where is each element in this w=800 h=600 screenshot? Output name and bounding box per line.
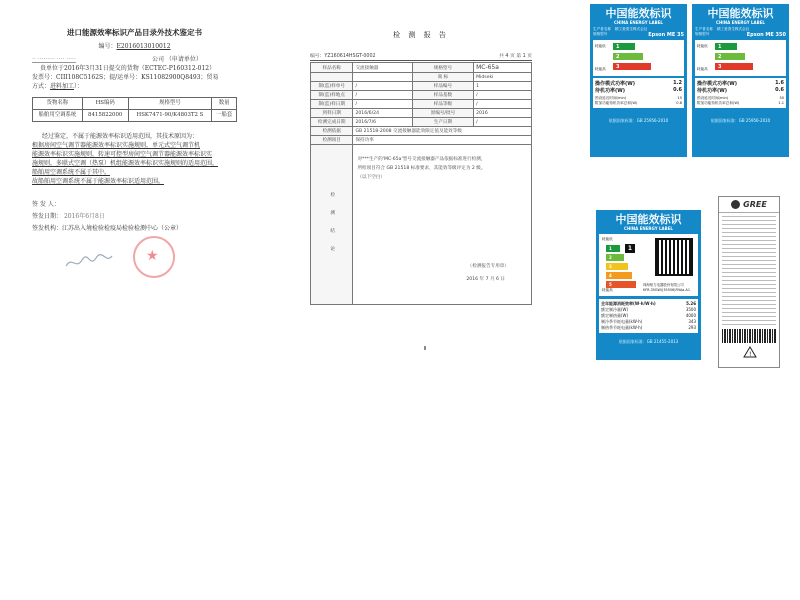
spec-value: 4000	[685, 313, 696, 318]
body-line: 经过鉴定，不属于能源效率标识适用范围，其技术原因为：	[42, 133, 199, 140]
report-number: 编号：YZ160614HSGT-0002	[310, 54, 376, 59]
qr-code-icon	[657, 240, 691, 274]
spec-value: 0.6	[676, 101, 682, 105]
goods-table-header	[33, 98, 237, 110]
grade-bar-3: 3	[606, 263, 628, 270]
issuer-label: 签发机构：	[32, 225, 63, 232]
spec-value: 1.2	[673, 80, 682, 86]
cell	[353, 73, 412, 82]
issue-date-line	[32, 212, 237, 221]
spec-panel	[599, 299, 698, 333]
table-row	[311, 118, 532, 127]
cell: /	[353, 100, 412, 109]
table-row	[311, 127, 532, 136]
body-line: 施规则，多联式空调（热泵）机组能源效率标识实施规则的适用范围，	[32, 160, 219, 167]
conclusion-text-2: 所检项目符合 GB 21518 标准要求，其能效等级评定为 2 级。	[357, 166, 486, 171]
item-label: 检测项目	[311, 136, 353, 145]
date-value: 2016年6月8日	[63, 213, 105, 220]
cell: 规格型号	[412, 63, 473, 73]
grade-panel	[593, 40, 684, 76]
cell: /	[474, 118, 532, 127]
appraisal-number	[32, 42, 237, 51]
cell: 制(监)样单号	[311, 82, 353, 91]
gree-logo-icon	[731, 200, 740, 209]
grade-bar-1: 1	[715, 43, 737, 50]
body-line: 故船舶用空调系统不属于能源效率标识适用范围。	[32, 178, 165, 185]
table-row	[311, 91, 532, 100]
date-label: 签发日期：	[32, 213, 63, 220]
table-row	[311, 145, 532, 305]
cell: 检测完成日期	[311, 118, 353, 127]
signer-line	[32, 200, 237, 209]
table-row	[33, 110, 237, 122]
maker-value: 珠海格力电器股份有限公司	[643, 283, 684, 287]
report-page: 共 4 页 第 1 页	[499, 54, 532, 59]
label-footer: 依据国家标准：GB 25956-2010	[608, 118, 669, 123]
basis-value: GB 21518-2008 交流接触器能效限定值及能效等级	[353, 127, 532, 136]
trade-prefix: 方式：	[32, 83, 51, 90]
cell: /	[474, 91, 532, 100]
spec-value: 0.6	[673, 87, 682, 93]
table-row	[311, 63, 532, 73]
cell-quantity: 一船套	[212, 110, 237, 122]
cell: 2016/7/6	[353, 118, 412, 127]
spec-label: 额定制冷量(W)	[601, 307, 629, 312]
model-value: Epson ME 35	[648, 32, 684, 38]
spec-label: 待机功率(W)	[595, 88, 626, 94]
grade-bottom-label: 耗能高	[697, 67, 708, 71]
label-footer: 依据国家标准：GB 25956-2010	[710, 118, 771, 123]
trade-line	[32, 82, 237, 91]
cell: 样品等级	[412, 100, 473, 109]
spec-value: 30	[779, 96, 784, 100]
spec-panel	[593, 78, 684, 108]
label-heading: 中国能效标识	[707, 7, 774, 20]
body-line: 船舶用空调系统不属于其中。	[32, 169, 111, 176]
invoice-line: 发票号：CIII108C5162S；提/运单号：KS11082900Q8493；贸易	[32, 74, 219, 81]
submission-line: 贵单位于2016年3月31日提交的货物（ECTEC-P160312-012）	[40, 65, 216, 72]
conclusion-label: 检 测 结 论	[311, 145, 353, 305]
goods-table	[32, 97, 237, 122]
grade-bar-2: 2	[606, 254, 624, 261]
svg-text:!: !	[749, 351, 752, 358]
spec-label: 操作模式功率(W)	[595, 81, 636, 87]
spec-label: 制热季节耗电量(kW·h)	[601, 325, 643, 330]
barcode-icon	[722, 329, 776, 343]
col-model: 规格型号	[128, 98, 212, 110]
model-value: KFR-35GW/(35556)FNAa-A1	[643, 288, 690, 292]
maker-label: 生产者名称	[593, 27, 611, 31]
spec-value: 5.26	[686, 301, 696, 306]
item-value: 保持功率	[353, 136, 532, 145]
grade-top-label: 耗能低	[595, 44, 606, 48]
table-row	[311, 136, 532, 145]
cell-model: HSK7471-90/K4803T2 S	[128, 110, 212, 122]
energy-label-me35	[590, 4, 687, 157]
grade-panel	[599, 234, 698, 296]
cell: 生产日期	[412, 118, 473, 127]
cell: 到样日期	[311, 109, 353, 118]
model-label: 规格型号	[695, 32, 710, 36]
applicant-suffix: 公司 （申请单位）	[152, 56, 202, 63]
energy-label-aircon	[596, 210, 701, 360]
signature-scribble	[64, 252, 114, 272]
trade-suffix: ）：	[74, 83, 84, 90]
conclusion-note: （以下空白）	[357, 175, 386, 180]
page-mark	[424, 346, 426, 350]
grade-bar-3: 3	[715, 63, 753, 70]
spec-label: 额定制热量(W)	[601, 313, 629, 318]
grade-bottom-label: 耗能高	[602, 288, 613, 292]
cell: 样品编号	[412, 82, 473, 91]
cell: MC-65a	[474, 63, 532, 73]
report-title: 检 测 报 告	[393, 31, 449, 39]
conclusion-cell	[353, 145, 532, 305]
cell-hs-code: 8415822000	[82, 110, 128, 122]
trade-value: 进料加工	[50, 83, 75, 90]
issuer-line	[32, 224, 237, 233]
cell: /	[353, 91, 412, 100]
spec-value: 343	[688, 319, 696, 324]
spec-label: 预设延迟时间(min)	[595, 96, 627, 100]
cell: 制(监)样日期	[311, 100, 353, 109]
col-quantity: 数量	[212, 98, 237, 110]
label-heading: 中国能效标识	[605, 7, 672, 20]
grade-bottom-label: 耗能高	[595, 67, 606, 71]
energy-label-me350	[692, 4, 789, 157]
grade-top-label: 耗能低	[697, 44, 708, 48]
maker-label: 生产者名称	[695, 27, 713, 31]
spec-label: 制冷季节耗电量(kW·h)	[601, 319, 643, 324]
cell: 样品基数	[412, 91, 473, 100]
cell: 样品名称	[311, 63, 353, 73]
grade-bar-1: 1	[613, 43, 635, 50]
label-footer: 依据国家标准：GB 21455-2013	[618, 339, 679, 344]
col-goods-name: 货物名称	[33, 98, 83, 110]
grade-bar-1: 1	[606, 245, 620, 252]
spec-value: 293	[688, 325, 696, 330]
grade-bar-2: 2	[715, 53, 745, 60]
grade-bar-2: 2	[613, 53, 643, 60]
conclusion-text: 对***生产的'MC-65a'型号交流接触器产品依据标准进行检测，	[357, 157, 486, 162]
nameplate-fine-print	[722, 216, 776, 326]
table-row	[311, 100, 532, 109]
cell: 交流接触器	[353, 63, 412, 73]
cell: 2016	[474, 109, 532, 118]
model-label: 规格型号	[593, 32, 608, 36]
official-seal	[133, 236, 175, 278]
maker-value: 精工爱普生株式会社	[614, 27, 648, 31]
label-heading: 中国能效标识	[615, 213, 682, 226]
cell: 商 标	[412, 73, 473, 82]
spec-value: 0.6	[775, 87, 784, 93]
issuer-value: 江苏出入境检验检疫局检验检测中心（公章）	[62, 225, 183, 232]
spec-panel	[695, 78, 786, 108]
grade-panel	[695, 40, 786, 76]
spec-value: 3500	[685, 307, 696, 312]
grade-arrow: 1	[625, 244, 635, 253]
cell: 2016/6/24	[353, 109, 412, 118]
spec-label: 操作模式功率(W)	[697, 81, 738, 87]
spec-value: 1.6	[775, 80, 784, 86]
basis-label: 检测依据	[311, 127, 353, 136]
cell-goods-name: 船舶用空调系统	[33, 110, 83, 122]
spec-label: 附加功能待机功率总和(W)	[595, 101, 638, 105]
appraisal-title: 进口能源效率标识产品目录外技术鉴定书	[67, 28, 202, 37]
warning-icon	[743, 346, 757, 358]
grade-bar-3: 3	[613, 63, 651, 70]
report-table	[310, 62, 532, 305]
gree-nameplate	[718, 196, 780, 368]
col-hs-code: HS编码	[82, 98, 128, 110]
number-value: E2016013010012	[116, 43, 171, 50]
maker-value: 精工爱普生株式会社	[716, 27, 750, 31]
test-report	[310, 30, 532, 320]
body-line: 根据房间空气调节器能源效率标识实施规则，单元式空气调节机	[32, 142, 201, 149]
label-subheading: CHINA ENERGY LABEL	[716, 20, 765, 25]
cell: /	[474, 100, 532, 109]
grade-bar-5: 5	[606, 281, 636, 288]
cell: /	[353, 82, 412, 91]
spec-value: 15	[677, 96, 682, 100]
report-header	[310, 52, 532, 61]
spec-value: 1.1	[778, 101, 784, 105]
cell: 1	[474, 82, 532, 91]
appraisal-document	[32, 28, 237, 313]
cell: 制(监)样地点	[311, 91, 353, 100]
stamp-note: （检测报告专用章）	[467, 264, 509, 269]
label-subheading: CHINA ENERGY LABEL	[614, 20, 663, 25]
label-subheading: CHINA ENERGY LABEL	[624, 226, 673, 231]
grade-top-label: 耗能低	[602, 237, 613, 241]
signer-label: 签 发 人：	[32, 201, 60, 208]
cell: Midseki	[474, 73, 532, 82]
report-date: 2016 年 7 月 6 日	[466, 277, 505, 282]
cell	[311, 73, 353, 82]
cell: 原编号/批号	[412, 109, 473, 118]
spec-label: 待机功率(W)	[697, 88, 728, 94]
gree-brand: GREE	[743, 200, 767, 209]
table-row	[311, 73, 532, 82]
table-row	[311, 82, 532, 91]
spec-label: 附加功能待机功率总和(W)	[697, 101, 740, 105]
model-value: Epson ME 350	[746, 32, 786, 38]
applicant-line: ·· ········· ···· ····· 公司 （申请单位）	[32, 56, 202, 63]
spec-label: 全年能源消耗效率(W·h/W·h)	[601, 301, 656, 306]
number-label: 编号：	[98, 43, 117, 50]
appraisal-body	[32, 132, 237, 186]
spec-label: 预设延迟时间(min)	[697, 96, 729, 100]
grade-bar-4: 4	[606, 272, 632, 279]
table-row	[311, 109, 532, 118]
body-line: 能源效率标识实施规则，转速可控型房间空气调节器能源效率标识实	[32, 151, 213, 158]
